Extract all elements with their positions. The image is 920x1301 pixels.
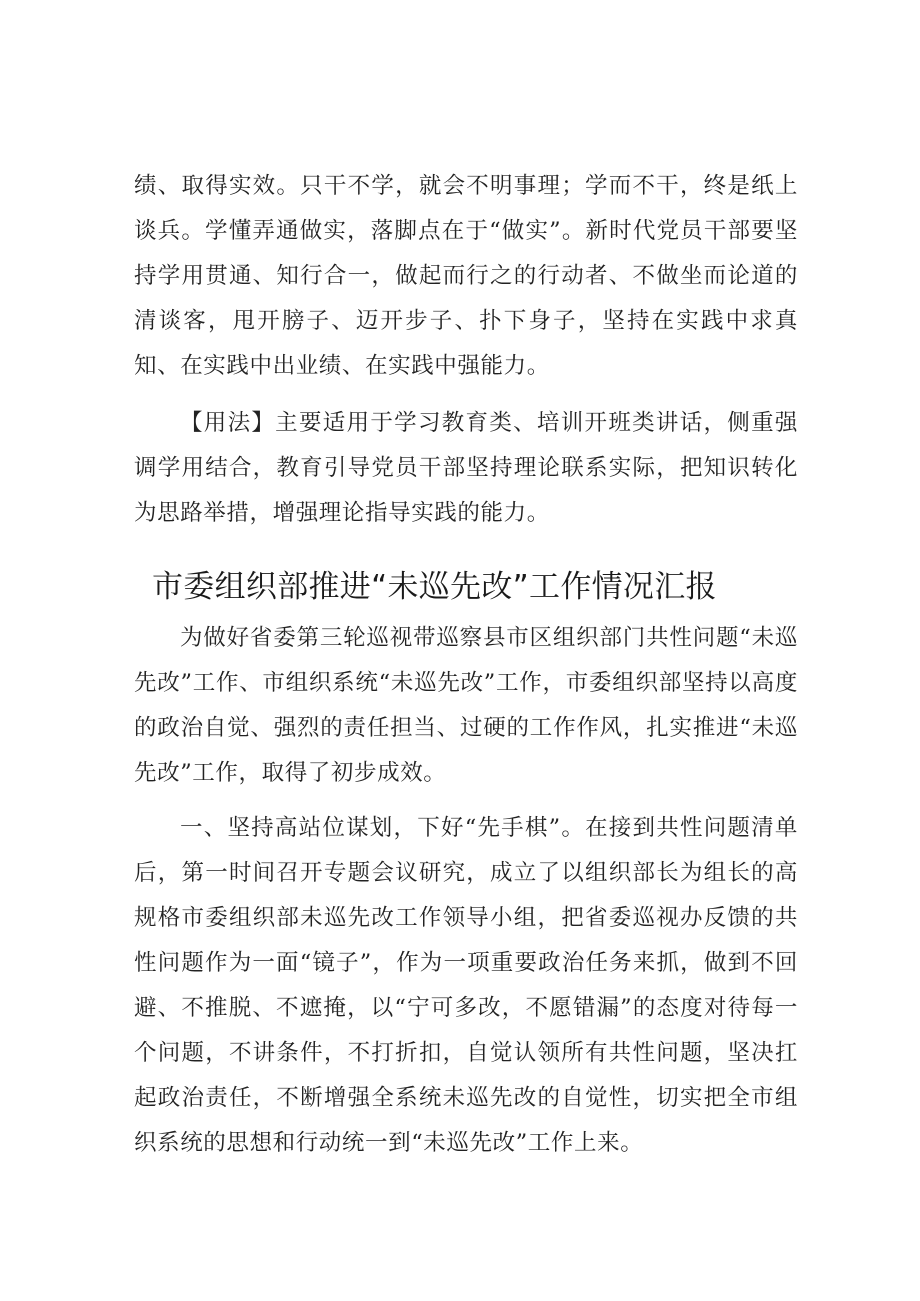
document-body — [134, 164, 798, 1166]
usage-paragraph: 【用法】主要适用于学习教育类、培训开班类讲话，侧重强调学用结合，教育引导党员干部坚持理论联系实际，把知识转化为思路举措，增强理论指导实践的能力。 — [134, 410, 798, 526]
section-title: 市委组织部推进“未巡先改”工作情况汇报 — [152, 569, 717, 605]
point-one-paragraph: 一、坚持高站位谋划，下好“先手棋”。在接到共性问题清单后，第一时间召开专题会议研究，成立了以组织部长为组长的高规格市委组织部未巡先改工作领导小组，把省委巡视办反馈的共性问题作为一面“镜子”，作为一项重要政治任务来抓，做到不回避、不推脱、不遮掩，以“宁可多改，不愿错漏”的态度对待每一个问题，不讲条件，不打折扣，自觉认领所有共性问题，坚决扛起政治责任，不断增强全系统未巡先改的自觉性，切实把全市组织系统的思想和行动统一到“未巡先改”工作上来。 — [134, 815, 798, 1156]
intro-paragraph: 为做好省委第三轮巡视带巡察县市区组织部门共性问题“未巡先改”工作、市组织系统“未巡先改”工作，市委组织部坚持以高度的政治自觉、强烈的责任担当、过硬的工作作风，扎实推进“未巡先改”工作，取得了初步成效。 — [134, 625, 798, 786]
paragraph-continued: 绩、取得实效。只干不学，就会不明事理；学而不干，终是纸上谈兵。学懂弄通做实，落脚点在于“做实”。新时代党员干部要坚持学用贯通、知行合一，做起而行之的行动者、不做坐而论道的清谈客，甩开膀子、迈开步子、扑下身子，坚持在实践中求真知、在实践中出业绩、在实践中强能力。 — [134, 173, 798, 379]
